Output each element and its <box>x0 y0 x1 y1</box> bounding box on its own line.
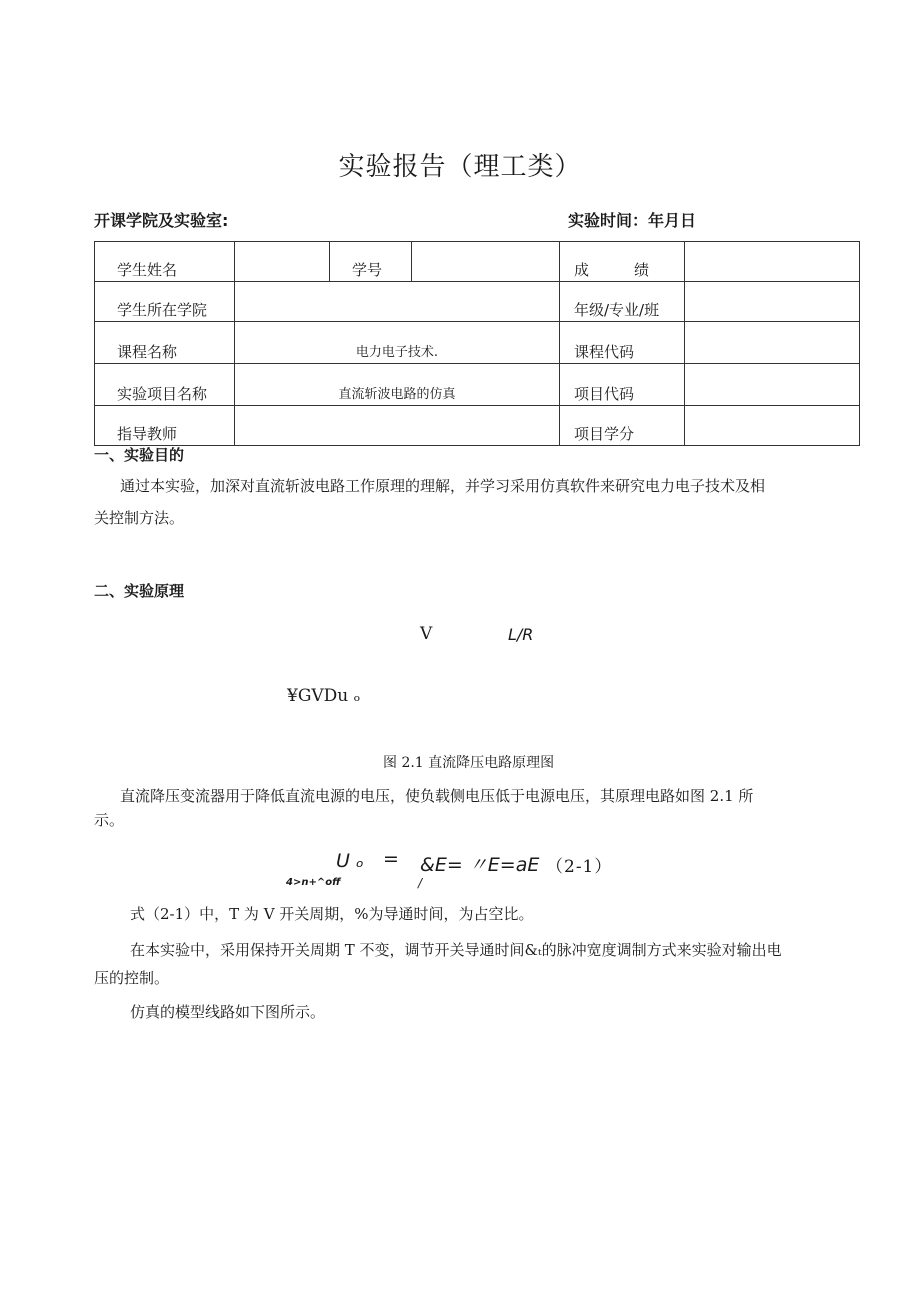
section2-para3-line2: 压的控制。 <box>94 969 170 987</box>
project-code-field[interactable] <box>685 364 860 406</box>
course-name-value: 电力电子技术. <box>235 322 560 364</box>
college-lab-label: 开课学院及实验室: <box>94 211 229 230</box>
circuit-label-lr: L/R <box>508 625 534 644</box>
section2-para3-line1: 在本实验中，采用保持开关周期 T 不变，调节开关导通时间&ₜ的脉冲宽度调制方式来实验对输出电 <box>130 941 782 959</box>
table-row <box>95 242 860 282</box>
student-college-label: 学生所在学院 <box>95 282 235 322</box>
grade-label: 成 绩 <box>560 242 685 282</box>
student-id-label: 学号 <box>330 242 412 282</box>
grade-field[interactable] <box>685 242 860 282</box>
student-id-field[interactable] <box>412 242 560 282</box>
project-credit-label: 项目学分 <box>560 406 685 446</box>
section1-line2: 关控制方法。 <box>94 509 185 527</box>
formula-number: （2-1） <box>546 857 613 877</box>
section2-para1-line1: 直流降压变流器用于降低直流电源的电压，使负载侧电压低于电源电压，其原理电路如图 2.1 所 <box>120 787 754 805</box>
exp-time-label: 实验时间：年月日 <box>568 211 697 230</box>
table-row <box>95 406 860 446</box>
project-name-value: 直流斩波电路的仿真 <box>235 364 560 406</box>
circuit-label-v: V <box>420 624 433 644</box>
formula-main: &E= 〃E=aE <box>420 854 540 876</box>
figure-caption: 图 2.1 直流降压电路原理图 <box>383 755 555 771</box>
section2-para4: 仿真的模型线路如下图所示。 <box>130 1003 326 1021</box>
table-row <box>95 282 860 322</box>
formula-sub-right: / <box>418 876 423 890</box>
instructor-label: 指导教师 <box>95 406 235 446</box>
circuit-label-bottom: ¥GVDu ₒ <box>287 686 361 706</box>
project-credit-field[interactable] <box>685 406 860 446</box>
formula-uo: U ₒ <box>336 850 364 872</box>
info-table <box>94 241 860 446</box>
instructor-field[interactable] <box>235 406 560 446</box>
course-code-label: 课程代码 <box>560 322 685 364</box>
year-major-class-field[interactable] <box>685 282 860 322</box>
section1-line1: 通过本实验，加深对直流斩波电路工作原理的理解，并学习采用仿真软件来研究电力电子技术及相 <box>120 477 766 495</box>
section2-heading: 二、实验原理 <box>94 582 185 600</box>
course-name-label: 课程名称 <box>95 322 235 364</box>
table-row <box>95 364 860 406</box>
course-code-field[interactable] <box>685 322 860 364</box>
formula-equals: = <box>383 848 399 870</box>
table-row <box>95 322 860 364</box>
section1-heading: 一、实验目的 <box>94 446 185 464</box>
page-title: 实验报告（理工类） <box>338 152 582 182</box>
project-name-label: 实验项目名称 <box>95 364 235 406</box>
section2-para2: 式（2-1）中，T 为 V 开关周期，%为导通时间，为占空比。 <box>130 905 534 923</box>
student-name-field[interactable] <box>235 242 330 282</box>
project-code-label: 项目代码 <box>560 364 685 406</box>
formula-sub-left: 4>n+^off <box>286 877 341 888</box>
section2-para1-line2: 示。 <box>94 811 125 829</box>
year-major-class-label: 年级/专业/班 <box>560 282 685 322</box>
student-college-field[interactable] <box>235 282 560 322</box>
student-name-label: 学生姓名 <box>95 242 235 282</box>
